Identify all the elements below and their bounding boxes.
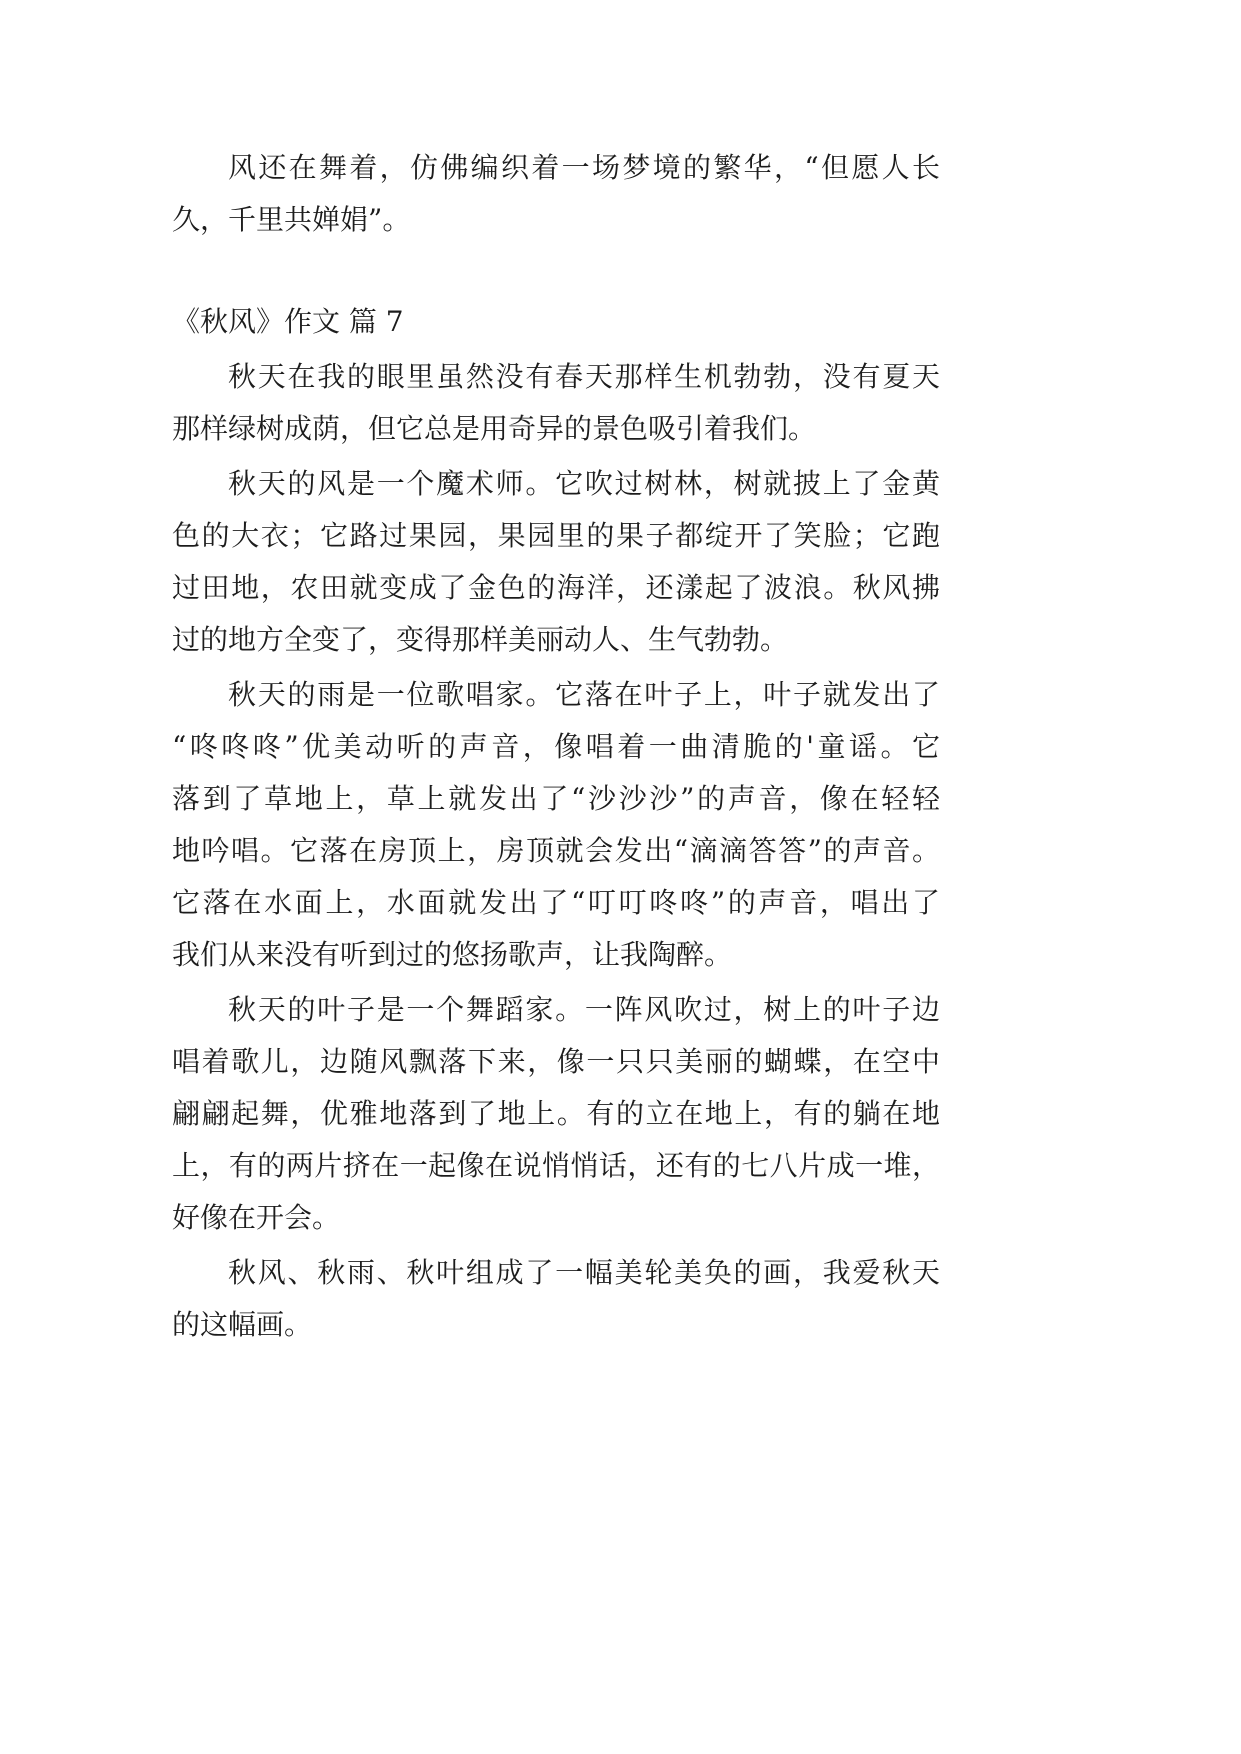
text-line: 过的地方全变了，变得那样美丽动人、生气勃勃。: [172, 623, 789, 656]
text-line: 秋天的叶子是一个舞蹈家。一阵风吹过，树上的叶子边: [228, 993, 940, 1026]
text-line: 唱着歌儿，边随风飘落下来，像一只只美丽的蝴蝶，在空中: [172, 1045, 940, 1078]
text-line: “咚咚咚”优美动听的声音，像唱着一曲清脆的'童谣。它: [172, 730, 940, 763]
text-line: 上，有的两片挤在一起像在说悄悄话，还有的七八片成一堆，: [172, 1149, 940, 1182]
text-line: 我们从来没有听到过的悠扬歌声，让我陶醉。: [172, 938, 733, 971]
text-line: 落到了草地上，草上就发出了“沙沙沙”的声音，像在轻轻: [172, 782, 940, 815]
text-line: 秋天在我的眼里虽然没有春天那样生机勃勃，没有夏天: [228, 360, 940, 393]
paragraph: [172, 351, 940, 455]
paragraph: [172, 1247, 940, 1351]
paragraph: [172, 142, 940, 246]
text-line: 秋风、秋雨、秋叶组成了一幅美轮美奂的画，我爱秋天: [228, 1256, 940, 1289]
text-line: 那样绿树成荫，但它总是用奇异的景色吸引着我们。: [172, 412, 817, 445]
section-heading: 《秋风》作文 篇 7: [172, 305, 404, 338]
text-line: 久，千里共婵娟”。: [172, 203, 411, 236]
text-line: 的这幅画。: [172, 1308, 313, 1341]
text-line: 翩翩起舞，优雅地落到了地上。有的立在地上，有的躺在地: [172, 1097, 940, 1130]
text-line: 风还在舞着，仿佛编织着一场梦境的繁华，“但愿人长: [228, 151, 940, 184]
text-line: 好像在开会。: [172, 1201, 341, 1234]
paragraph: [172, 458, 940, 666]
text-line: 秋天的风是一个魔术师。它吹过树林，树就披上了金黄: [228, 467, 940, 500]
text-line: 地吟唱。它落在房顶上，房顶就会发出“滴滴答答”的声音。: [172, 834, 940, 867]
text-line: 它落在水面上，水面就发出了“叮叮咚咚”的声音，唱出了: [172, 886, 940, 919]
text-line: 秋天的雨是一位歌唱家。它落在叶子上，叶子就发出了: [228, 678, 940, 711]
text-line: 过田地，农田就变成了金色的海洋，还漾起了波浪。秋风拂: [172, 571, 940, 604]
text-line: 色的大衣；它路过果园，果园里的果子都绽开了笑脸；它跑: [172, 519, 940, 552]
paragraph: [172, 669, 940, 981]
document-body: [172, 142, 940, 1351]
paragraph: [172, 984, 940, 1244]
